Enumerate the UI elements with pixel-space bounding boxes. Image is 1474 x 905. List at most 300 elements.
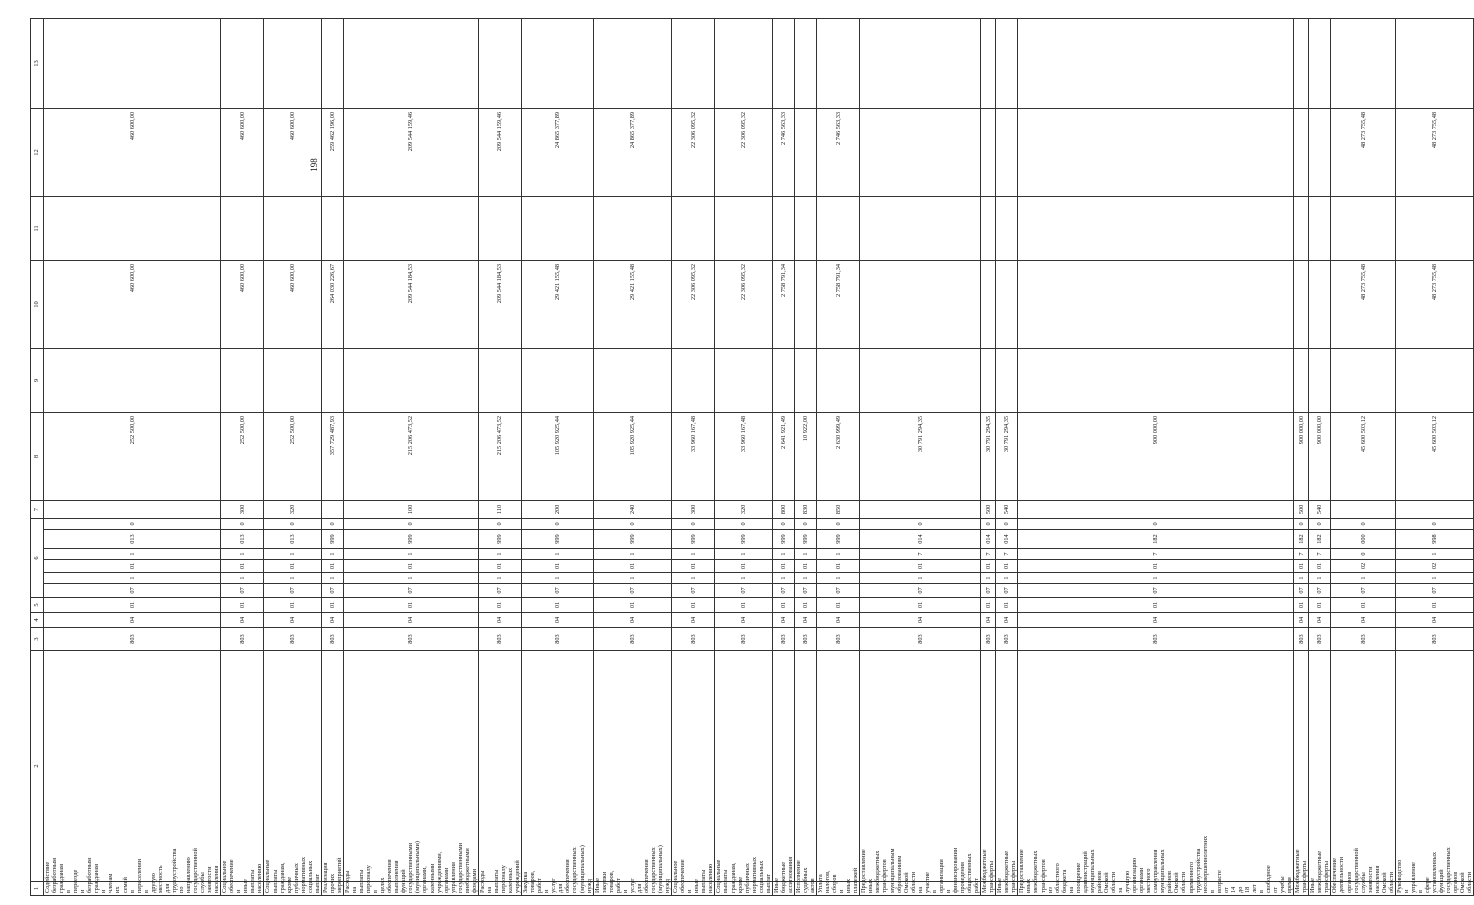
amount-col10-cell bbox=[981, 260, 996, 348]
target-article-cell: 01 bbox=[343, 560, 478, 573]
header-cell: 1 bbox=[31, 882, 44, 896]
target-article-cell: 1 bbox=[672, 549, 715, 560]
target-article-cell: 0 bbox=[478, 518, 521, 529]
target-article-cell: 1 bbox=[715, 573, 772, 584]
amount-col10-cell: 48 273 755,48 bbox=[1395, 260, 1474, 348]
amount-col12-cell: 209 544 159,46 bbox=[343, 108, 478, 196]
row-name-cell: Уплата налогов, сборов и иных платежей bbox=[817, 882, 860, 896]
target-article-cell: 07 bbox=[221, 584, 264, 598]
target-article-cell: 7 bbox=[1294, 549, 1309, 560]
target-article-cell: 013 bbox=[221, 530, 264, 549]
target-article-cell: 07 bbox=[817, 584, 860, 598]
target-article-cell: 0 bbox=[264, 518, 321, 529]
amount-col13-cell bbox=[794, 18, 816, 108]
header-cell: 9 bbox=[31, 348, 44, 412]
grbs-code-cell: 803 bbox=[1395, 628, 1474, 651]
section-code-cell: 04 bbox=[593, 613, 672, 628]
target-article-cell: 01 bbox=[478, 560, 521, 573]
row-name-cell: Иные бюджетные ассигнования bbox=[772, 882, 794, 896]
amount-col13-cell bbox=[715, 18, 772, 108]
table-row bbox=[1331, 18, 1395, 895]
target-article-cell: 07 bbox=[715, 584, 772, 598]
target-article-cell: 01 bbox=[996, 560, 1018, 573]
target-article-cell: 0 bbox=[817, 518, 860, 529]
amount-col9-cell bbox=[522, 348, 593, 412]
row-blank-cell bbox=[478, 651, 521, 882]
subsection-code-cell: 01 bbox=[1309, 598, 1331, 613]
amount-col13-cell bbox=[478, 18, 521, 108]
row-blank-cell bbox=[1309, 651, 1331, 882]
amount-col9-cell bbox=[1309, 348, 1331, 412]
grbs-code-cell: 803 bbox=[817, 628, 860, 651]
amount-col10-cell: 22 306 095,32 bbox=[715, 260, 772, 348]
amount-col8-cell: 30 791 294,35 bbox=[981, 412, 996, 500]
header-cell: 10 bbox=[31, 260, 44, 348]
header-cell: 11 bbox=[31, 196, 44, 260]
target-article-cell: 999 bbox=[478, 530, 521, 549]
row-name-cell: Иные межбюджетные трансферты bbox=[1309, 882, 1331, 896]
target-article-cell: 1 bbox=[996, 573, 1018, 584]
amount-col8-cell: 10 922,00 bbox=[794, 412, 816, 500]
table-row bbox=[672, 18, 715, 895]
target-article-cell: 1 bbox=[772, 549, 794, 560]
row-name-cell: Реализация прочих мероприятий bbox=[321, 882, 343, 896]
target-article-cell: 01 bbox=[715, 560, 772, 573]
amount-col10-cell bbox=[1294, 260, 1309, 348]
amount-col10-cell: 2 758 791,34 bbox=[817, 260, 860, 348]
subsection-code-cell: 01 bbox=[996, 598, 1018, 613]
target-article-cell: 02 bbox=[1395, 560, 1474, 573]
header-row bbox=[31, 18, 44, 895]
amount-col13-cell bbox=[343, 18, 478, 108]
expense-type-cell: 300 bbox=[672, 500, 715, 518]
section-code-cell: 04 bbox=[715, 613, 772, 628]
section-code-cell: 04 bbox=[996, 613, 1018, 628]
row-blank-cell bbox=[715, 651, 772, 882]
subsection-code-cell: 01 bbox=[794, 598, 816, 613]
target-article-cell: 1 bbox=[44, 549, 221, 560]
row-blank-cell bbox=[321, 651, 343, 882]
section-code-cell: 04 bbox=[672, 613, 715, 628]
header-cell: 12 bbox=[31, 108, 44, 196]
table-row bbox=[1018, 18, 1294, 895]
row-blank-cell bbox=[996, 651, 1018, 882]
table-row bbox=[981, 18, 996, 895]
amount-col11-cell bbox=[264, 196, 321, 260]
target-article-cell: 1 bbox=[1294, 573, 1309, 584]
target-article-cell: 1 bbox=[221, 573, 264, 584]
target-article-cell: 182 bbox=[1018, 530, 1294, 549]
header-cell: 6 bbox=[31, 518, 44, 597]
table-row bbox=[772, 18, 794, 895]
table-row bbox=[321, 18, 343, 895]
amount-col11-cell bbox=[522, 196, 593, 260]
target-article-cell: 0 bbox=[860, 518, 981, 529]
amount-col9-cell bbox=[1331, 348, 1395, 412]
target-article-cell: 01 bbox=[772, 560, 794, 573]
grbs-code-cell: 803 bbox=[1018, 628, 1294, 651]
amount-col13-cell bbox=[981, 18, 996, 108]
table-row bbox=[996, 18, 1018, 895]
amount-col11-cell bbox=[794, 196, 816, 260]
expense-type-cell: 800 bbox=[772, 500, 794, 518]
subsection-code-cell: 01 bbox=[772, 598, 794, 613]
amount-col11-cell bbox=[1294, 196, 1309, 260]
target-article-cell: 0 bbox=[1331, 518, 1395, 529]
target-article-cell: 07 bbox=[343, 584, 478, 598]
table-row bbox=[1294, 18, 1309, 895]
row-name-cell: Обеспечение деятельности органов государственной службы занятости населения Омской области bbox=[1331, 882, 1395, 896]
grbs-code-cell: 803 bbox=[221, 628, 264, 651]
row-name-cell: Расходы на выплаты персоналу казенных учреждений bbox=[478, 882, 521, 896]
target-article-cell: 1 bbox=[593, 549, 672, 560]
target-article-cell: 0 bbox=[1331, 549, 1395, 560]
target-article-cell: 01 bbox=[44, 560, 221, 573]
amount-col12-cell: 2 746 563,33 bbox=[772, 108, 794, 196]
amount-col9-cell bbox=[794, 348, 816, 412]
amount-col11-cell bbox=[1395, 196, 1474, 260]
target-article-cell: 1 bbox=[478, 549, 521, 560]
amount-col12-cell bbox=[1018, 108, 1294, 196]
table-row bbox=[817, 18, 860, 895]
amount-col12-cell: 24 865 377,89 bbox=[593, 108, 672, 196]
amount-col8-cell: 33 960 167,48 bbox=[672, 412, 715, 500]
amount-col10-cell: 209 544 184,53 bbox=[343, 260, 478, 348]
amount-col11-cell bbox=[343, 196, 478, 260]
target-article-cell: 1 bbox=[794, 573, 816, 584]
target-article-cell: 1 bbox=[1309, 573, 1331, 584]
target-article-cell: 999 bbox=[522, 530, 593, 549]
grbs-code-cell: 803 bbox=[44, 628, 221, 651]
expense-type-cell: 110 bbox=[478, 500, 521, 518]
amount-col12-cell bbox=[996, 108, 1018, 196]
target-article-cell: 000 bbox=[1331, 530, 1395, 549]
amount-col9-cell bbox=[1294, 348, 1309, 412]
header-cell: 5 bbox=[31, 598, 44, 613]
target-article-cell: 7 bbox=[1018, 549, 1294, 560]
target-article-cell: 07 bbox=[1331, 584, 1395, 598]
amount-col13-cell bbox=[593, 18, 672, 108]
target-article-cell: 01 bbox=[522, 560, 593, 573]
amount-col13-cell bbox=[321, 18, 343, 108]
row-blank-cell bbox=[817, 651, 860, 882]
section-code-cell: 04 bbox=[44, 613, 221, 628]
amount-col13-cell bbox=[772, 18, 794, 108]
expense-type-cell: 500 bbox=[981, 500, 996, 518]
section-code-cell: 04 bbox=[478, 613, 521, 628]
amount-col12-cell: 48 273 755,48 bbox=[1331, 108, 1395, 196]
amount-col8-cell: 252 500,00 bbox=[221, 412, 264, 500]
amount-col10-cell bbox=[1018, 260, 1294, 348]
target-article-cell: 1 bbox=[817, 573, 860, 584]
table-row bbox=[522, 18, 593, 895]
amount-col9-cell bbox=[817, 348, 860, 412]
amount-col8-cell: 30 791 294,35 bbox=[996, 412, 1018, 500]
target-article-cell: 0 bbox=[981, 518, 996, 529]
header-cell: 13 bbox=[31, 18, 44, 108]
row-blank-cell bbox=[264, 651, 321, 882]
grbs-code-cell: 803 bbox=[794, 628, 816, 651]
subsection-code-cell: 01 bbox=[343, 598, 478, 613]
amount-col9-cell bbox=[715, 348, 772, 412]
grbs-code-cell: 803 bbox=[672, 628, 715, 651]
target-article-cell: 07 bbox=[478, 584, 521, 598]
amount-col12-cell: 22 306 095,32 bbox=[715, 108, 772, 196]
amount-col8-cell: 45 600 503,12 bbox=[1331, 412, 1395, 500]
expense-type-cell bbox=[860, 500, 981, 518]
section-code-cell: 04 bbox=[817, 613, 860, 628]
subsection-code-cell: 01 bbox=[593, 598, 672, 613]
row-name-cell: Расходы на выплаты персоналу в целях обеспечения выполнения функций государственными (муниципальными) органами, казенными учреждениями, органами управления государственными внебюджетными фондами bbox=[343, 882, 478, 896]
target-article-cell: 182 bbox=[1294, 530, 1309, 549]
target-article-cell: 013 bbox=[264, 530, 321, 549]
amount-col9-cell bbox=[672, 348, 715, 412]
amount-col12-cell bbox=[860, 108, 981, 196]
amount-col8-cell: 30 791 294,35 bbox=[860, 412, 981, 500]
target-article-cell: 0 bbox=[522, 518, 593, 529]
amount-col10-cell: 22 306 095,32 bbox=[672, 260, 715, 348]
grbs-code-cell: 803 bbox=[772, 628, 794, 651]
header-cell: 2 bbox=[31, 651, 44, 882]
target-article-cell: 07 bbox=[44, 584, 221, 598]
subsection-code-cell: 01 bbox=[264, 598, 321, 613]
row-blank-cell bbox=[981, 651, 996, 882]
row-blank-cell bbox=[1018, 651, 1294, 882]
target-article-cell: 07 bbox=[264, 584, 321, 598]
amount-col11-cell bbox=[593, 196, 672, 260]
target-article-cell: 1 bbox=[1331, 573, 1395, 584]
grbs-code-cell: 803 bbox=[321, 628, 343, 651]
subsection-code-cell: 01 bbox=[478, 598, 521, 613]
target-article-cell: 1 bbox=[772, 573, 794, 584]
section-code-cell: 04 bbox=[321, 613, 343, 628]
amount-col11-cell bbox=[772, 196, 794, 260]
amount-col9-cell bbox=[343, 348, 478, 412]
target-article-cell: 014 bbox=[996, 530, 1018, 549]
target-article-cell: 014 bbox=[860, 530, 981, 549]
grbs-code-cell: 803 bbox=[264, 628, 321, 651]
header-cell: 3 bbox=[31, 628, 44, 651]
grbs-code-cell: 803 bbox=[343, 628, 478, 651]
target-article-cell: 1 bbox=[860, 573, 981, 584]
amount-col12-cell: 460 600,00 bbox=[44, 108, 221, 196]
amount-col9-cell bbox=[478, 348, 521, 412]
target-article-cell: 999 bbox=[321, 530, 343, 549]
subsection-code-cell: 01 bbox=[1395, 598, 1474, 613]
target-article-cell: 01 bbox=[981, 560, 996, 573]
amount-col12-cell bbox=[1309, 108, 1331, 196]
target-article-cell: 7 bbox=[860, 549, 981, 560]
expense-type-cell bbox=[1018, 500, 1294, 518]
expense-type-cell bbox=[1395, 500, 1474, 518]
amount-col10-cell: 209 544 184,53 bbox=[478, 260, 521, 348]
target-article-cell: 1 bbox=[44, 573, 221, 584]
target-article-cell: 1 bbox=[1395, 549, 1474, 560]
amount-col8-cell: 105 920 925,44 bbox=[593, 412, 672, 500]
row-name-cell: Предоставление иных межбюджетных трансфертов муниципальным образованиям Омской области на участие в организации и финансировании проведения общественных работ bbox=[860, 882, 981, 896]
section-code-cell: 04 bbox=[1395, 613, 1474, 628]
amount-col10-cell bbox=[1309, 260, 1331, 348]
row-name-cell: Закупка товаров, работ и услуг для обеспечения государственных (муниципальных) нужд bbox=[522, 882, 593, 896]
expense-type-cell: 320 bbox=[264, 500, 321, 518]
amount-col13-cell bbox=[522, 18, 593, 108]
target-article-cell: 1 bbox=[221, 549, 264, 560]
amount-col8-cell: 900 000,00 bbox=[1018, 412, 1294, 500]
target-article-cell: 0 bbox=[221, 518, 264, 529]
target-article-cell: 0 bbox=[672, 518, 715, 529]
target-article-cell: 1 bbox=[264, 573, 321, 584]
table-row bbox=[221, 18, 264, 895]
amount-col10-cell bbox=[996, 260, 1018, 348]
target-article-cell: 07 bbox=[794, 584, 816, 598]
target-article-cell: 999 bbox=[593, 530, 672, 549]
target-article-cell: 0 bbox=[1294, 518, 1309, 529]
subsection-code-cell: 01 bbox=[44, 598, 221, 613]
target-article-cell: 1 bbox=[264, 549, 321, 560]
amount-col8-cell: 215 206 473,52 bbox=[478, 412, 521, 500]
section-code-cell: 04 bbox=[772, 613, 794, 628]
amount-col8-cell: 33 960 167,48 bbox=[715, 412, 772, 500]
amount-col9-cell bbox=[321, 348, 343, 412]
row-name-cell: Социальное обеспечение и иные выплаты населению bbox=[672, 882, 715, 896]
row-name-cell: Содействие безработным гражданам в переезде и безработным гражданам и членам их семей в переселении в другую местность для трудоустройства по направлению государственной службы занятости населения bbox=[44, 882, 221, 896]
amount-col13-cell bbox=[221, 18, 264, 108]
target-article-cell: 07 bbox=[672, 584, 715, 598]
subsection-code-cell: 01 bbox=[860, 598, 981, 613]
amount-col13-cell bbox=[1018, 18, 1294, 108]
target-article-cell: 1 bbox=[343, 573, 478, 584]
amount-col11-cell bbox=[321, 196, 343, 260]
row-name-cell: Социальные выплаты гражданам, кроме публичных нормативных социальных выплат bbox=[264, 882, 321, 896]
table-row bbox=[478, 18, 521, 895]
header-cell: 4 bbox=[31, 613, 44, 628]
grbs-code-cell: 803 bbox=[715, 628, 772, 651]
amount-col12-cell: 2 746 563,33 bbox=[817, 108, 860, 196]
row-name-cell: Исполнение судебных актов bbox=[794, 882, 816, 896]
amount-col10-cell: 29 421 155,48 bbox=[593, 260, 672, 348]
grbs-code-cell: 803 bbox=[522, 628, 593, 651]
amount-col12-cell: 460 600,00 bbox=[264, 108, 321, 196]
amount-col8-cell: 45 600 503,12 bbox=[1395, 412, 1474, 500]
target-article-cell: 0 bbox=[772, 518, 794, 529]
target-article-cell: 07 bbox=[1018, 584, 1294, 598]
table-row bbox=[715, 18, 772, 895]
page-number: 198 bbox=[309, 158, 319, 172]
budget-sheet bbox=[30, 34, 1474, 896]
target-article-cell: 01 bbox=[1294, 560, 1309, 573]
row-blank-cell bbox=[1395, 651, 1474, 882]
target-article-cell: 01 bbox=[860, 560, 981, 573]
target-article-cell: 0 bbox=[1395, 518, 1474, 529]
target-article-cell: 1 bbox=[478, 573, 521, 584]
target-article-cell: 07 bbox=[996, 584, 1018, 598]
table-row bbox=[860, 18, 981, 895]
target-article-cell: 7 bbox=[981, 549, 996, 560]
header-cell: 8 bbox=[31, 412, 44, 500]
amount-col12-cell: 24 865 377,89 bbox=[522, 108, 593, 196]
row-name-cell: Межбюджетные трансферты bbox=[1294, 882, 1309, 896]
table-row bbox=[593, 18, 672, 895]
target-article-cell: 999 bbox=[343, 530, 478, 549]
amount-col12-cell bbox=[1294, 108, 1309, 196]
amount-col10-cell: 29 421 155,48 bbox=[522, 260, 593, 348]
row-blank-cell bbox=[794, 651, 816, 882]
target-article-cell: 999 bbox=[817, 530, 860, 549]
amount-col13-cell bbox=[44, 18, 221, 108]
amount-col9-cell bbox=[996, 348, 1018, 412]
amount-col10-cell bbox=[860, 260, 981, 348]
target-article-cell: 01 bbox=[321, 560, 343, 573]
expense-type-cell: 240 bbox=[593, 500, 672, 518]
target-article-cell: 1 bbox=[522, 549, 593, 560]
target-article-cell: 1 bbox=[981, 573, 996, 584]
amount-col13-cell bbox=[817, 18, 860, 108]
grbs-code-cell: 803 bbox=[1309, 628, 1331, 651]
row-name-cell: Предоставление иных межбюджетных трансфертов из областного бюджета на поощрение администраций муниципальных районов Омской области за лучшую организацию органами местного самоуправления муниципальных районов Омской области временного трудоустройства несовершеннолетних в возрасте от 14 до 18 лет в свободное от учебы время bbox=[1018, 882, 1294, 896]
target-article-cell: 1 bbox=[593, 573, 672, 584]
amount-col9-cell bbox=[1395, 348, 1474, 412]
target-article-cell: 998 bbox=[1395, 530, 1474, 549]
target-article-cell: 07 bbox=[1309, 584, 1331, 598]
target-article-cell: 7 bbox=[996, 549, 1018, 560]
target-article-cell: 01 bbox=[1018, 560, 1294, 573]
amount-col11-cell bbox=[817, 196, 860, 260]
expense-type-cell: 100 bbox=[343, 500, 478, 518]
subsection-code-cell: 01 bbox=[817, 598, 860, 613]
row-name-cell: Социальные выплаты гражданам, кроме публичных нормативных социальных выплат bbox=[715, 882, 772, 896]
target-article-cell: 0 bbox=[1309, 518, 1331, 529]
amount-col11-cell bbox=[996, 196, 1018, 260]
subsection-code-cell: 01 bbox=[1018, 598, 1294, 613]
target-article-cell: 01 bbox=[221, 560, 264, 573]
amount-col10-cell: 460 600,00 bbox=[44, 260, 221, 348]
target-article-cell: 999 bbox=[794, 530, 816, 549]
table-row bbox=[44, 18, 221, 895]
expense-type-cell bbox=[44, 500, 221, 518]
amount-col12-cell: 259 462 196,00 bbox=[321, 108, 343, 196]
table-row bbox=[343, 18, 478, 895]
header-cell: 7 bbox=[31, 500, 44, 518]
target-article-cell: 01 bbox=[593, 560, 672, 573]
target-article-cell: 07 bbox=[981, 584, 996, 598]
target-article-cell: 014 bbox=[981, 530, 996, 549]
subsection-code-cell: 01 bbox=[981, 598, 996, 613]
expense-type-cell: 830 bbox=[794, 500, 816, 518]
section-code-cell: 04 bbox=[1331, 613, 1395, 628]
amount-col12-cell bbox=[981, 108, 996, 196]
amount-col8-cell: 105 920 925,44 bbox=[522, 412, 593, 500]
amount-col8-cell: 2 641 921,49 bbox=[772, 412, 794, 500]
target-article-cell: 1 bbox=[794, 549, 816, 560]
expense-type-cell: 540 bbox=[1309, 500, 1331, 518]
row-blank-cell bbox=[44, 651, 221, 882]
target-article-cell: 01 bbox=[794, 560, 816, 573]
target-article-cell: 1 bbox=[343, 549, 478, 560]
target-article-cell: 0 bbox=[1018, 518, 1294, 529]
amount-col11-cell bbox=[1331, 196, 1395, 260]
target-article-cell: 7 bbox=[1309, 549, 1331, 560]
target-article-cell: 0 bbox=[996, 518, 1018, 529]
subsection-code-cell: 01 bbox=[1294, 598, 1309, 613]
amount-col9-cell bbox=[772, 348, 794, 412]
expense-type-cell: 500 bbox=[1294, 500, 1309, 518]
row-name-cell: Межбюджетные трансферты bbox=[981, 882, 996, 896]
target-article-cell: 01 bbox=[264, 560, 321, 573]
rotated-page bbox=[30, 34, 1474, 896]
amount-col10-cell: 460 600,00 bbox=[264, 260, 321, 348]
subsection-code-cell: 01 bbox=[1331, 598, 1395, 613]
table-body bbox=[44, 18, 1474, 895]
